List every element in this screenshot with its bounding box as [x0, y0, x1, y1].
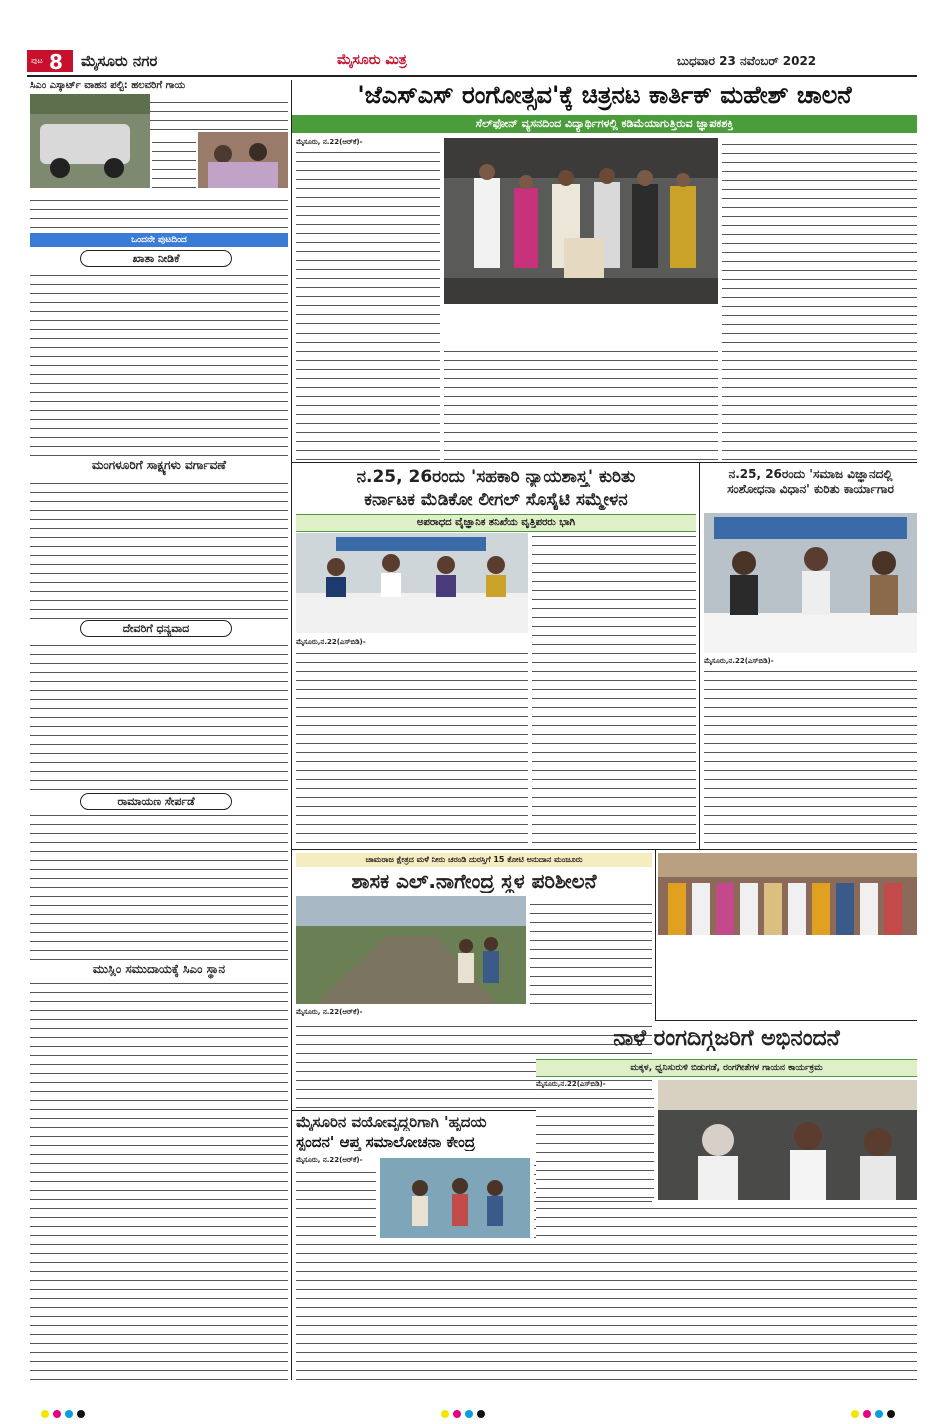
article-text	[30, 477, 288, 619]
law-headline-1: ನ.25, 26ರಂದು 'ಸಹಕಾರಿ ನ್ಯಾಯಶಾಸ್ತ್ರ' ಕುರಿತು	[356, 467, 636, 487]
award-ceremony-image	[658, 853, 917, 935]
cm-escort-text-2	[152, 138, 196, 188]
cm-escort-story	[30, 80, 288, 230]
masthead	[27, 48, 917, 74]
section-rule	[655, 1020, 917, 1021]
issue-date: ಬುಧವಾರ 23 ನವೆಂಬರ್ 2022	[677, 54, 817, 68]
article-text	[30, 640, 288, 790]
theatre-headline: ನಾಳೆ ರಂಗದಿಗ್ಗಜರಿಗೆ ಅಭಿನಂದನೆ	[613, 1026, 840, 1051]
registration-mark	[850, 1404, 910, 1414]
law-text-left	[296, 648, 528, 843]
masthead-rule	[27, 75, 917, 77]
law-headline-2: ಕರ್ನಾಟಕ ಮೆಡಿಕೋ ಲೀಗಲ್ ಸೊಸೈಟಿ ಸಮ್ಮೇಳನ	[364, 490, 628, 510]
mla-headline: ಶಾಸಕ ಎಲ್.ನಾಗೇಂದ್ರ ಸ್ಥಳ ಪರಿಶೀಲನೆ	[351, 869, 597, 893]
theatre-text-left	[536, 1090, 654, 1198]
paper-name: ಮೈಸೂರು ಮಿತ್ರ	[337, 52, 407, 68]
lead-dateline: ಮೈಸೂರು, ನ.22(ಆರ್‌ಕೆ)-	[296, 138, 363, 146]
theatre-subhead: ಮಕ್ಕಳ, ಧ್ವನಿಸುರುಳಿ ಬಿಡುಗಡೆ, ರಂಗಗೀತೆಗಳ ಗಾಯನ ಕಾರ್ಯಕ್ರಮ	[536, 1059, 917, 1077]
law-photo	[296, 533, 528, 633]
lead-subhead: ಸೆಲ್‌ಫೋನ್ ವ್ಯಸನದಿಂದ ವಿದ್ಯಾರ್ಥಿಗಳಲ್ಲಿ ಕಡಿಮೆಯಾಗುತ್ತಿರುವ ಜ್ಞಾಪಕಶಕ್ತಿ	[292, 115, 917, 133]
centre-opening-image	[380, 1158, 530, 1238]
section-heading: ದೇವರಿಗೆ ಧನ್ಯವಾದ	[80, 620, 232, 637]
article-text	[30, 270, 288, 456]
theatre-photo	[658, 1080, 917, 1200]
column-divider	[655, 850, 656, 1020]
section-heading: ಮುಸ್ಲಿಂ ಸಮುದಾಯಕ್ಕೆ ಸಿಎಂ ಸ್ಥಾನ	[92, 962, 226, 976]
law-dateline: ಮೈಸೂರು,ನ.22(ಎಸ್‌ಬಿಡಿ)-	[296, 638, 366, 646]
page-label: ಪುಟ 8	[27, 50, 73, 72]
article-text	[30, 982, 288, 1380]
theatre-text	[536, 1202, 917, 1380]
registration-mark	[440, 1404, 500, 1414]
law-text-right	[532, 533, 696, 843]
workshop-photo	[704, 513, 917, 653]
workshop-dateline: ಮೈಸೂರು,ನ.22(ಎಸ್‌ಬಿಡಿ)-	[704, 657, 774, 665]
section-heading: ಖಾತಾ ನೀಡಿಕೆ	[80, 250, 232, 267]
elderly-dateline: ಮೈಸೂರು, ನ.22(ಆರ್‌ಕೆ)-	[296, 1156, 363, 1164]
lead-text-bottom	[444, 350, 718, 460]
section-heading: ಮಂಗಳೂರಿಗೆ ಸಾಕ್ಷ್ಯಗಳು ವರ್ಗಾವಣೆ	[91, 458, 227, 472]
mla-dateline: ಮೈಸೂರು, ನ.22(ಆರ್‌ಕೆ)-	[296, 1008, 363, 1016]
award-photo	[658, 853, 917, 935]
elderly-headline-2: ಸ್ಪಂದನ' ಆಪ್ತ ಸಮಾಲೋಚನಾ ಕೇಂದ್ರ	[296, 1133, 476, 1151]
cm-escort-headline: ಸಿಎಂ ಎಸ್ಕಾರ್ಟ್ ವಾಹನ ಪಲ್ಟಿ: ಹಲವರಿಗೆ ಗಾಯ	[30, 80, 186, 91]
column-divider	[291, 80, 292, 1380]
elderly-text-left	[296, 1166, 376, 1236]
crowd-photo	[198, 132, 288, 188]
lead-photo	[444, 138, 718, 304]
cm-escort-text-3	[30, 192, 288, 228]
veteran-artists-image	[658, 1080, 917, 1200]
column-divider	[699, 462, 700, 850]
cm-escort-photo	[30, 94, 150, 188]
registration-mark	[40, 1404, 100, 1414]
mla-strap: ಚಾಮರಾಜ ಕ್ಷೇತ್ರದ ಮಳೆ ನೀರು ಚರಂಡಿ ದುರಸ್ತಿಗೆ 15 ಕೋಟಿ ಅನುದಾನ ಮಂಜೂರು	[296, 853, 652, 867]
article-text	[30, 812, 288, 960]
drain-inspection-image	[296, 896, 526, 1004]
elderly-headline-1: ಮೈಸೂರಿನ ವಯೋವೃದ್ಧರಿಗಾಗಿ 'ಹೃದಯ	[296, 1113, 487, 1131]
page-number: 8	[49, 50, 63, 74]
front-page-continued-banner: ಒಂದನೇ ಪುಟದಿಂದ	[30, 233, 288, 247]
elderly-photo	[380, 1158, 530, 1238]
section-rule	[292, 849, 917, 850]
lead-headline: 'ಜೆಎಸ್ಎಸ್ ರಂಗೋತ್ಸವ'ಕ್ಕೆ ಚಿತ್ರನಟ ಕಾರ್ತಿಕ್ ಮಹೇಶ್ ಚಾಲನೆ	[357, 81, 852, 109]
law-subhead: ಅಪರಾಧದ ವೈಜ್ಞಾನಿಕ ತನಿಖೆಯ ವೃತ್ತಿಪರರು ಭಾಗಿ	[296, 514, 696, 532]
section-rule	[292, 462, 917, 463]
workshop-headline: ನ.25, 26ರಂದು 'ಸಮಾಜ ವಿಜ್ಞಾನದಲ್ಲಿ ಸಂಶೋಧನಾ ವಿಧಾನ' ಕುರಿತು ಕಾರ್ಯಾಗಾರ	[727, 467, 894, 496]
section-heading: ರಾಮಾಯಣ ಸೇರ್ಪಡೆ	[80, 793, 232, 810]
lead-text-col3	[722, 138, 917, 460]
theatre-dateline: ಮೈಸೂರು,ನ.22(ಎಸ್‌ಬಿಡಿ)-	[536, 1080, 606, 1088]
jeep-image	[30, 94, 150, 188]
stage-event-image	[444, 138, 718, 304]
mla-photo	[296, 896, 526, 1004]
workshop-image	[704, 513, 917, 653]
lead-text	[296, 148, 440, 324]
lead-text-col1b	[296, 328, 440, 460]
mla-text-right	[530, 896, 652, 1004]
lead-photo-caption	[444, 306, 718, 346]
section-name: ಮೈಸೂರು ನಗರ	[81, 52, 158, 70]
workshop-text	[704, 667, 917, 843]
conference-image	[296, 533, 528, 633]
award-photo-caption	[658, 938, 917, 1002]
